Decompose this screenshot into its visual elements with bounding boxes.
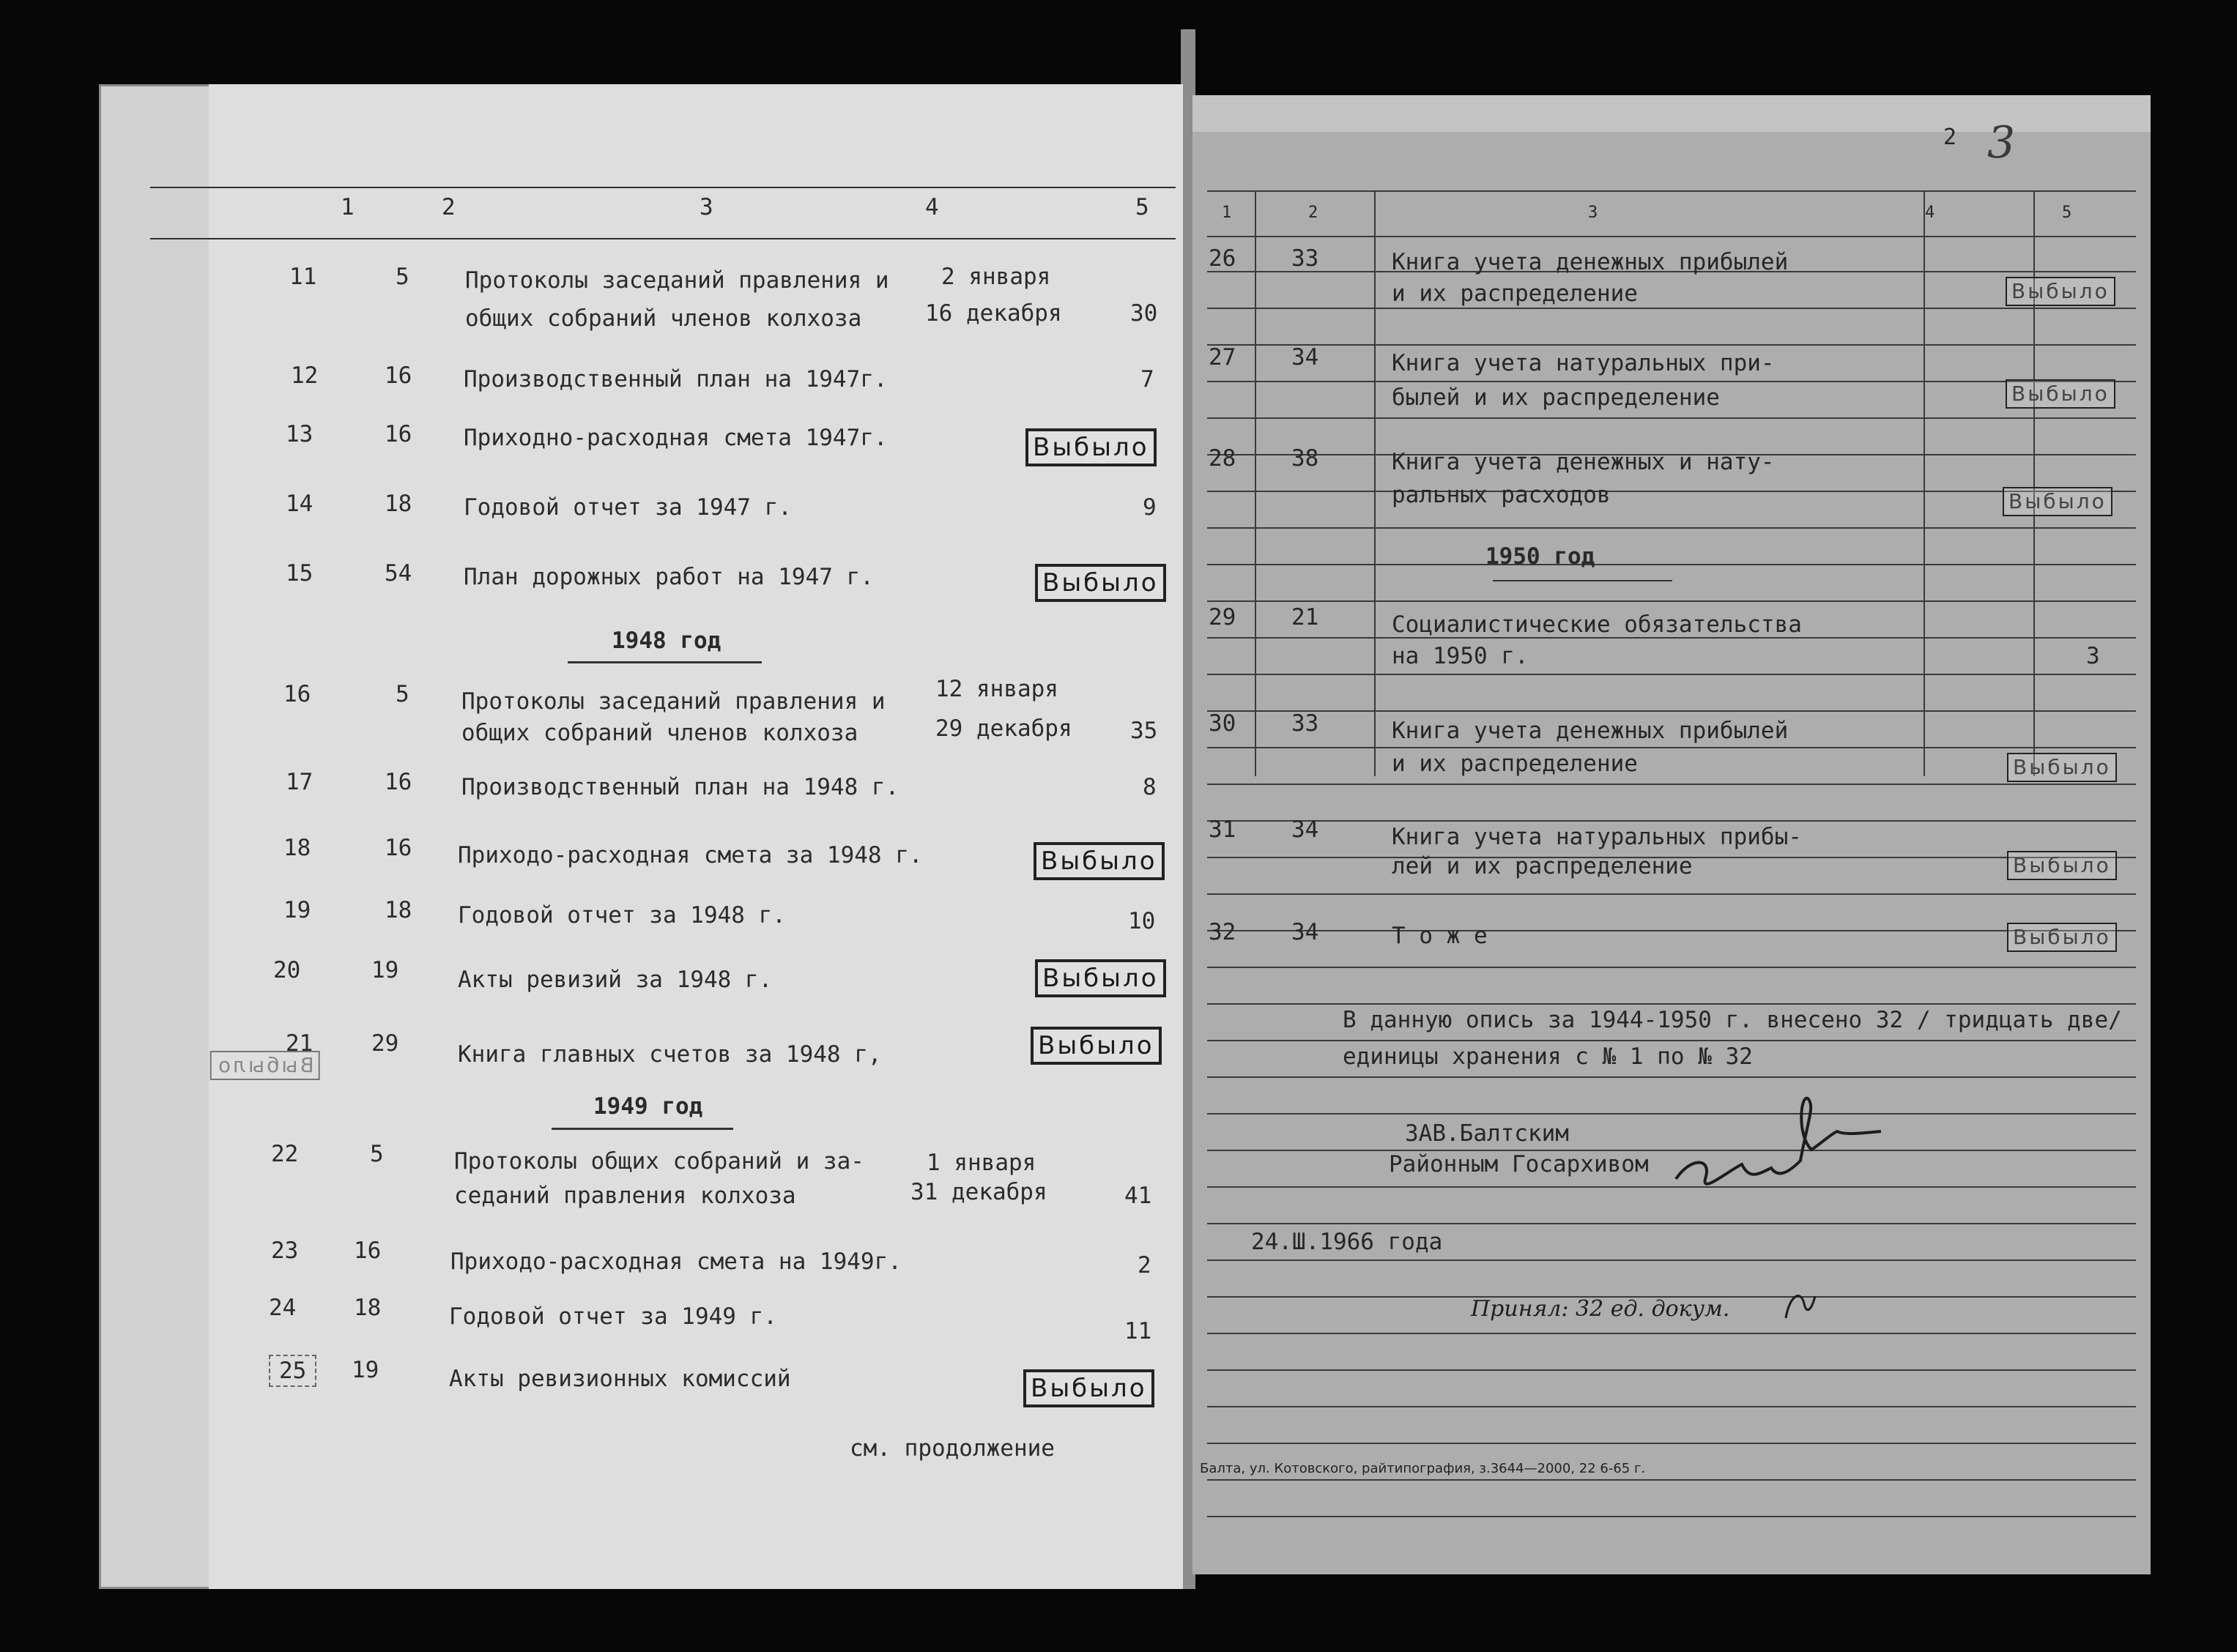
row-number: 29: [1209, 604, 1236, 630]
row-count: 7: [1140, 366, 1154, 392]
col-divider: [1255, 190, 1256, 776]
row-count: 9: [1143, 494, 1157, 521]
closing-statement-line-1: В данную опись за 1944-1950 г. внесено 32 / тридцать две/: [1343, 1007, 2122, 1033]
row-count: 35: [1130, 718, 1158, 744]
row-title: Книга учета денежных прибылей: [1392, 718, 1789, 744]
ruled-line: [1207, 1003, 2136, 1005]
row-title: ральных расходов: [1392, 482, 1611, 508]
row-ref: 29: [371, 1030, 399, 1057]
withdrawn-stamp: Выбыло: [2006, 379, 2115, 409]
col-header-1: 1: [1222, 204, 1232, 222]
withdrawn-stamp: Выбыло: [2006, 277, 2115, 306]
row-title: Книга учета денежных прибылей: [1392, 249, 1789, 275]
row-ref: 34: [1291, 344, 1319, 371]
col-header-5: 5: [2062, 204, 2072, 222]
ruled-line: [1207, 967, 2136, 968]
handwritten-page-number: 3: [1987, 117, 2016, 168]
table-top-rule: [1207, 190, 2136, 192]
col-header-4: 4: [1925, 204, 1935, 222]
row-title: Приходно-расходная смета 1947г.: [464, 425, 888, 451]
handwritten-signature: [1661, 1091, 1881, 1223]
ruled-line: [1207, 344, 2136, 346]
row-ref: 33: [1291, 710, 1319, 737]
row-title: Приходо-расходная смета на 1949г.: [450, 1249, 902, 1275]
withdrawn-stamp: Выбыло: [1031, 1027, 1162, 1065]
row-title: Книга учета натуральных прибы-: [1392, 824, 1802, 850]
withdrawn-stamp: Выбыло: [2007, 753, 2117, 782]
row-ref: 19: [352, 1357, 379, 1383]
ruled-line: [1207, 893, 2136, 895]
row-ref: 5: [396, 681, 409, 707]
row-title: общих собраний членов колхоза: [465, 305, 862, 332]
col-header-2: 2: [1308, 204, 1318, 222]
ruled-line: [1207, 820, 2136, 822]
row-title: Производственный план на 1948 г.: [461, 774, 899, 800]
row-number: 25: [269, 1355, 316, 1387]
ruled-line: [1207, 417, 2136, 419]
header-bottom-rule: [150, 238, 1176, 239]
row-title: Книга учета натуральных при-: [1392, 350, 1775, 376]
ruled-line: [1207, 1516, 2136, 1517]
row-ref: 21: [1291, 604, 1319, 630]
col-header-3: 3: [700, 194, 713, 220]
signer-title-line-1: ЗАВ.Балтским: [1405, 1120, 1569, 1147]
row-date: 31 декабря: [910, 1179, 1047, 1205]
ruled-line: [1207, 1223, 2136, 1224]
row-number: 31: [1209, 816, 1236, 843]
header-top-rule: [150, 187, 1176, 188]
ruled-line: [1207, 600, 2136, 602]
row-number: 18: [283, 835, 311, 861]
signature-date: 24.Ш.1966 года: [1251, 1229, 1443, 1255]
col-divider: [1923, 190, 1925, 776]
row-title: лей и их распределение: [1392, 853, 1693, 879]
ruled-line: [1207, 527, 2136, 529]
row-title: на 1950 г.: [1392, 643, 1529, 669]
row-number: 22: [271, 1141, 299, 1167]
row-ref: 5: [396, 264, 409, 290]
row-number: 32: [1209, 919, 1236, 945]
left-page: [99, 84, 1183, 1589]
row-date: 2 января: [941, 264, 1051, 290]
ruled-line: [1207, 308, 2136, 309]
row-title: Годовой отчет за 1947 г.: [464, 494, 792, 521]
signer-title-line-2: Районным Госархивом: [1389, 1151, 1649, 1177]
ruled-line: [1207, 784, 2136, 785]
row-title: и их распределение: [1392, 280, 1638, 307]
withdrawn-stamp: Выбыло: [1035, 564, 1166, 602]
row-number: 28: [1209, 445, 1236, 472]
row-number: 30: [1209, 710, 1236, 737]
table-header-rule: [1207, 236, 2136, 237]
row-title: План дорожных работ на 1947 г.: [464, 564, 874, 590]
row-ref: 54: [385, 560, 412, 587]
row-ref: 16: [354, 1238, 382, 1264]
ruled-line: [1207, 1040, 2136, 1041]
right-page: [1192, 95, 2151, 1574]
row-number: 14: [286, 491, 314, 517]
row-ref: 16: [385, 421, 412, 447]
year-underline: [552, 1128, 733, 1130]
ruled-line: [1207, 1333, 2136, 1334]
withdrawn-stamp: Выбыло: [1035, 959, 1166, 997]
year-underline: [1493, 580, 1672, 581]
ruled-line: [1207, 1443, 2136, 1444]
row-ref: 38: [1291, 445, 1319, 472]
row-date: 29 декабря: [935, 715, 1072, 742]
withdrawn-stamp: Выбыло: [1034, 842, 1165, 880]
row-ref: 18: [385, 897, 412, 923]
col-header-3: 3: [1588, 204, 1598, 222]
row-title: Протоколы заседаний правления и: [461, 688, 886, 715]
row-ref: 18: [385, 491, 412, 517]
ruled-line: [1207, 1369, 2136, 1371]
row-date: 12 января: [935, 676, 1058, 702]
withdrawn-stamp: Выбыло: [2003, 487, 2112, 516]
row-count: 8: [1143, 774, 1157, 800]
row-number: 17: [286, 769, 314, 795]
row-ref: 34: [1291, 919, 1319, 945]
row-number: 12: [291, 362, 319, 389]
ruled-line: [1207, 674, 2136, 675]
withdrawn-stamp: Выбыло: [2007, 851, 2117, 880]
row-title: Годовой отчет за 1949 г.: [449, 1303, 777, 1330]
handwritten-acceptance-note: Принял: 32 ед. докум.: [1471, 1296, 1730, 1322]
row-title: Т о ж е: [1392, 923, 1488, 949]
ruled-line: [1207, 564, 2136, 565]
col-header-5: 5: [1135, 194, 1149, 220]
row-number: 20: [273, 957, 301, 983]
ruled-line: [1207, 747, 2136, 748]
row-ref: 16: [385, 835, 412, 861]
ruled-line: [1207, 1076, 2136, 1078]
row-number: 11: [289, 264, 317, 290]
withdrawn-stamp: Выбыло: [2007, 923, 2117, 952]
row-number: 13: [286, 421, 314, 447]
row-ref: 33: [1291, 245, 1319, 272]
row-title: Производственный план на 1947г.: [464, 366, 888, 392]
row-number: 21: [286, 1030, 314, 1057]
col-divider: [1374, 190, 1376, 776]
row-number: 23: [271, 1238, 299, 1264]
page-number: 2: [1943, 124, 1957, 150]
row-number: 15: [286, 560, 314, 587]
margin-stamp-mirrored: Выбыло: [210, 1051, 320, 1080]
row-number: 26: [1209, 245, 1236, 272]
row-title: Книга учета денежных и нату-: [1392, 449, 1775, 475]
year-underline: [568, 661, 762, 663]
row-count: 2: [1138, 1252, 1151, 1279]
row-count: 30: [1130, 300, 1158, 327]
row-count: 41: [1124, 1183, 1152, 1209]
row-title: седаний правления колхоза: [454, 1183, 796, 1209]
row-title: Книга главных счетов за 1948 г,: [458, 1041, 882, 1068]
year-heading-1950: 1950 год: [1485, 543, 1595, 570]
row-number: 27: [1209, 344, 1236, 371]
ruled-line: [1207, 1406, 2136, 1407]
row-ref: 16: [385, 362, 412, 389]
col-header-2: 2: [442, 194, 456, 220]
row-title: Годовой отчет за 1948 г.: [458, 902, 786, 929]
ruled-line: [1207, 1260, 2136, 1261]
row-title: Акты ревизионных комиссий: [449, 1366, 791, 1392]
row-number: 16: [283, 681, 311, 707]
row-ref: 34: [1291, 816, 1319, 843]
continuation-note: см. продолжение: [850, 1435, 1055, 1462]
row-title: Акты ревизий за 1948 г.: [458, 967, 773, 993]
year-heading-1949: 1949 год: [593, 1093, 703, 1120]
ruled-line: [1207, 491, 2136, 492]
row-number: 24: [269, 1295, 297, 1321]
row-ref: 18: [354, 1295, 382, 1321]
row-title: Протоколы общих собраний и за-: [454, 1148, 864, 1175]
row-title: былей и их распределение: [1392, 384, 1720, 411]
row-count: 3: [2086, 643, 2100, 669]
row-date: 1 января: [927, 1150, 1036, 1176]
year-heading-1948: 1948 год: [612, 628, 721, 654]
row-ref: 16: [385, 769, 412, 795]
row-title: Протоколы заседаний правления и: [465, 267, 889, 294]
col-header-1: 1: [341, 194, 355, 220]
withdrawn-stamp: Выбыло: [1025, 428, 1157, 466]
row-ref: 5: [370, 1141, 384, 1167]
row-number: 19: [283, 897, 311, 923]
row-title: Социалистические обязательства: [1392, 611, 1802, 638]
row-date: 16 декабря: [925, 300, 1062, 327]
row-title: общих собраний членов колхоза: [461, 720, 858, 746]
closing-statement-line-2: единицы хранения с № 1 по № 32: [1343, 1043, 1753, 1070]
row-title: и их распределение: [1392, 751, 1638, 777]
col-header-4: 4: [925, 194, 939, 220]
ruled-line: [1207, 710, 2136, 712]
withdrawn-stamp: Выбыло: [1023, 1369, 1154, 1407]
row-title: Приходо-расходная смета за 1948 г.: [458, 842, 923, 868]
ruled-line: [1207, 1479, 2136, 1481]
printer-imprint: Балта, ул. Котовского, райтипография, з.3644—2000, 22 6-65 г.: [1200, 1461, 1646, 1476]
row-ref: 19: [371, 957, 399, 983]
ruled-line: [1207, 930, 2136, 931]
row-count: 10: [1128, 908, 1156, 934]
row-count: 11: [1124, 1318, 1152, 1344]
handwritten-initials: [1778, 1281, 1822, 1325]
ruled-line: [1207, 381, 2136, 382]
